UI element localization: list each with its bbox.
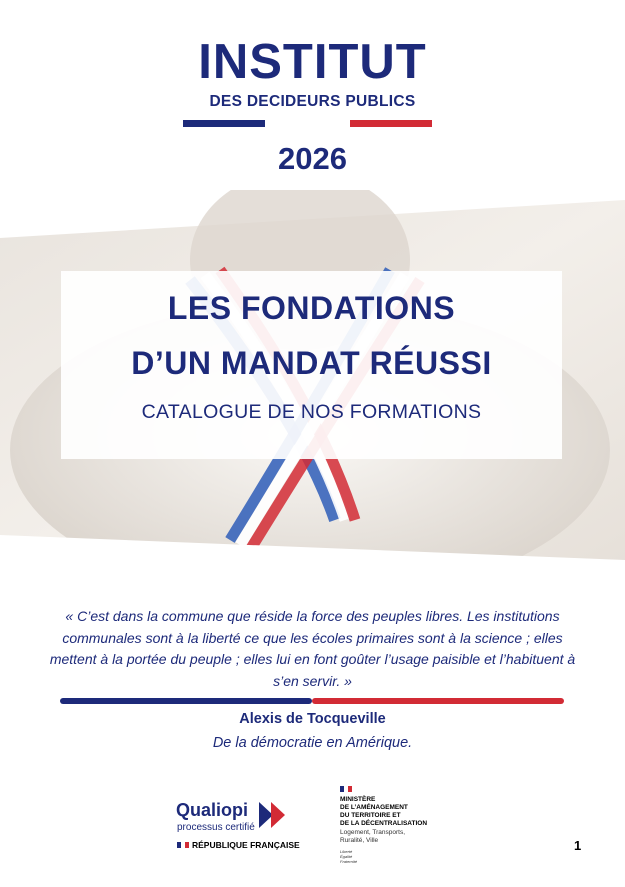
cover-title-box (61, 271, 562, 459)
brand-title: INSTITUT (198, 35, 427, 89)
ministry-line4: DE LA DÉCENTRALISATION (340, 820, 428, 827)
ministry-line1: MINISTÈRE (340, 796, 376, 803)
qualiopi-name: Qualiopi (176, 800, 248, 820)
qualiopi-subtitle: processus certifié (177, 822, 255, 833)
ministry-sub2: Ruralité, Ville (340, 837, 379, 844)
qualiopi-arrows-icon (259, 802, 289, 828)
quote-work: De la démocratie en Amérique. (212, 735, 413, 751)
brand-bar-blue (183, 120, 265, 127)
cover-subtitle: CATALOGUE DE NOS FORMATIONS (141, 401, 482, 423)
ministry-line3: DU TERRITOIRE ET (340, 812, 401, 819)
ministry-line2: DE L’AMÉNAGEMENT (340, 804, 408, 811)
ministry-logo (340, 786, 480, 866)
quote-bar-blue (60, 698, 312, 704)
republique-francaise-label: RÉPUBLIQUE FRANÇAISE (192, 840, 300, 850)
catalog-year: 2026 (278, 141, 347, 176)
quote-text: « C’est dans la commune que réside la force des peuples libres. Les institutions communales sont à la liberté ce que les écoles primaires sont à la science ; elles mettent à la portée du peuple ; elles lui en font goûter l’usage paisible et l’habituent à s’en servir. » (49, 608, 576, 689)
qualiopi-logo (176, 800, 300, 860)
ministry-motto: Liberté Égalité Fraternité (340, 849, 358, 864)
quote-bar-red (312, 698, 564, 704)
quote-author: Alexis de Tocqueville (239, 711, 386, 727)
ministry-sub1: Logement, Transports, (340, 829, 406, 836)
header (0, 0, 625, 220)
brand-subtitle: DES DECIDEURS PUBLICS (209, 93, 416, 110)
cover-title-line1: LES FONDATIONS (167, 290, 456, 326)
french-flag-icon (177, 842, 189, 848)
marianne-flag-icon (340, 786, 352, 792)
cover-title-line2: D’UN MANDAT RÉUSSI (131, 345, 492, 381)
page-number: 1 (574, 838, 582, 853)
brand-bar-red (350, 120, 432, 127)
